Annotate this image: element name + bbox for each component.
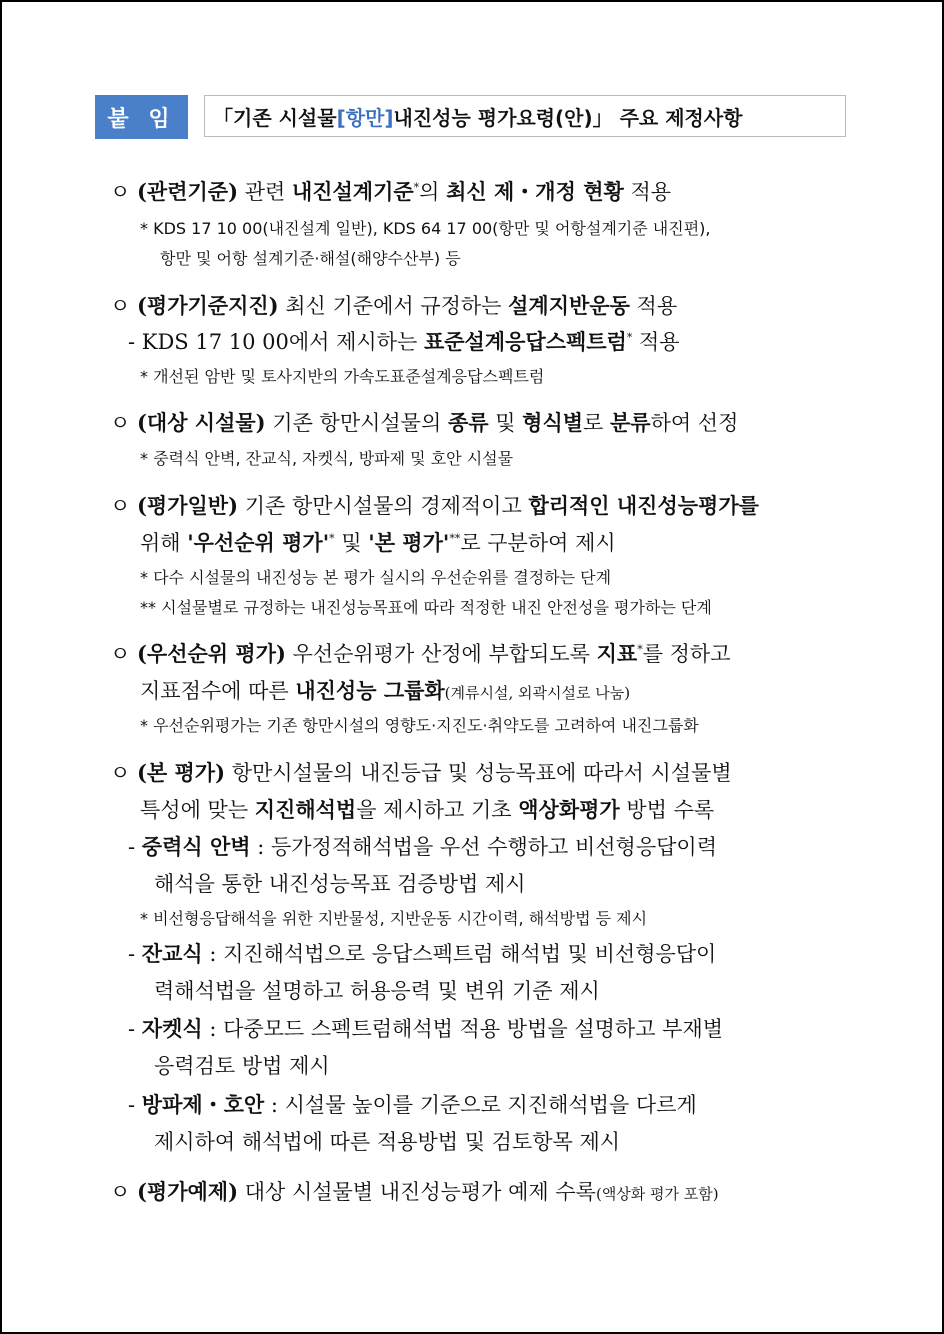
section-continuation [140, 675, 630, 705]
footnote: 항만 및 어항 설계기준·해설(해양수산부) 등 [160, 249, 461, 268]
document-title [204, 95, 846, 137]
footnote: * 개선된 암반 및 토사지반의 가속도표준설계응답스펙트럼 [140, 367, 545, 386]
text: 적용 [629, 294, 678, 318]
text-bold: 중력식 안벽 [141, 834, 251, 859]
text: : 등가정적해석법을 우선 수행하고 비선형응답이력 [250, 835, 717, 859]
text-bold: 설계지반운동 [508, 293, 630, 318]
section-target-facilities [110, 407, 738, 437]
text: 을 제시하고 기초 [356, 798, 519, 822]
text-bold: 내진성능 그룹화 [295, 678, 445, 703]
dash: - [128, 1017, 142, 1041]
text: : 시설물 높이를 기준으로 지진해석법을 다르게 [264, 1093, 697, 1117]
section-heading: (관련기준) [136, 179, 239, 204]
footnote: * 중력식 안벽, 잔교식, 자켓식, 방파제 및 호안 시설물 [140, 449, 514, 468]
text-bold: 액상화평가 [518, 797, 620, 822]
sub-item-pier [128, 938, 716, 968]
text-bold: 지진해석법 [254, 797, 357, 822]
text-bold: 최신 제・개정 현황 [446, 179, 624, 204]
section-priority-evaluation [110, 638, 731, 668]
title-highlight: [항만] [336, 105, 394, 130]
footnote: * KDS 17 10 00(내진설계 일반), KDS 64 17 00(항만 및 어항설계기준 내진편), [140, 219, 711, 238]
bullet: ㅇ [110, 1180, 131, 1204]
text: 지표점수에 따른 [140, 679, 296, 703]
section-heading: (우선순위 평가) [136, 641, 286, 666]
section-related-standards [110, 176, 671, 206]
text: 관련 [238, 180, 292, 204]
text: 항만시설물의 내진등급 및 성능목표에 따라서 시설물별 [225, 761, 732, 785]
sub-item-continuation: 해석을 통한 내진성능목표 검증방법 제시 [154, 872, 526, 896]
text-bold: 표준설계응답스펙트럼 [423, 329, 627, 354]
text: : 지진해석법으로 응답스펙트럼 해석법 및 비선형응답이 [202, 942, 717, 966]
text-bold: 내진설계기준 [291, 179, 414, 204]
text-bold: 합리적인 내진성능평가를 [528, 493, 759, 518]
footnote-mark: * [637, 643, 643, 656]
text: : 다중모드 스펙트럼해석법 적용 방법을 설명하고 부재별 [202, 1017, 724, 1041]
text: 위해 [140, 531, 188, 555]
text: 최신 기준에서 규정하는 [278, 294, 509, 318]
section-continuation [140, 794, 714, 824]
title-prefix: 「기존 시설물 [213, 105, 337, 130]
footnote: * 우선순위평가는 기존 항만시설의 영향도·지진도·취약도를 고려하여 내진그룹화 [140, 716, 699, 735]
section-main-evaluation [110, 757, 732, 787]
text: 및 [488, 411, 523, 435]
text: 하여 선정 [650, 411, 739, 435]
dash: - [128, 1093, 142, 1117]
bullet: ㅇ [110, 761, 131, 785]
text-bold: 지표 [596, 641, 638, 666]
text: 적용 [623, 180, 672, 204]
section-evaluation-examples [110, 1176, 719, 1206]
sub-item-continuation: 제시하여 해석법에 따른 적용방법 및 검토항목 제시 [154, 1130, 621, 1154]
text: 적용 [632, 330, 680, 354]
footnote-mark: * [413, 181, 420, 194]
sub-item [128, 326, 680, 356]
footnote-mark: ** [449, 532, 461, 545]
bullet: ㅇ [110, 494, 131, 518]
text: 대상 시설물별 내진성능평가 예제 수록 [238, 1180, 596, 1204]
section-heading: (평가예제) [136, 1179, 239, 1204]
dash: - [128, 835, 142, 859]
footnote: ** 시설물별로 규정하는 내진성능목표에 따라 적정한 내진 안전성을 평가하는 단계 [140, 598, 712, 617]
sub-item-continuation: 응력검토 방법 제시 [154, 1054, 330, 1078]
text: 방법 수록 [619, 798, 715, 822]
text-small: (계류시설, 외곽시설로 나눔) [444, 684, 631, 702]
text: 기존 항만시설물의 경제적이고 [238, 494, 529, 518]
text: 로 구분하여 제시 [460, 531, 616, 555]
text: 의 [419, 180, 447, 204]
text: 로 [583, 411, 610, 435]
text-bold: 방파제・호안 [141, 1092, 265, 1117]
section-evaluation-earthquake [110, 290, 677, 320]
dash: - [128, 942, 142, 966]
section-continuation [140, 527, 616, 557]
text-bold: 자켓식 [141, 1016, 203, 1041]
text: 특성에 맞는 [140, 798, 255, 822]
section-general-evaluation [110, 490, 759, 520]
sub-item-continuation: 력해석법을 설명하고 허용응력 및 변위 기준 제시 [154, 979, 600, 1003]
text-bold: 종류 [447, 410, 489, 435]
text: 및 [334, 531, 369, 555]
section-heading: (본 평가) [136, 760, 226, 785]
bullet: ㅇ [110, 411, 131, 435]
section-heading: (대상 시설물) [136, 410, 266, 435]
text-bold: 잔교식 [141, 941, 203, 966]
bullet: ㅇ [110, 294, 131, 318]
footnote: * 비선형응답해석을 위한 지반물성, 지반운동 시간이력, 해석방법 등 제시 [140, 909, 648, 928]
sub-item-jacket [128, 1013, 723, 1043]
text: 를 정하고 [642, 642, 731, 666]
bullet: ㅇ [110, 642, 131, 666]
footnote-mark: * [626, 331, 633, 344]
bullet: ㅇ [110, 180, 131, 204]
title-suffix: 내진성능 평가요령(안)」 주요 제정사항 [393, 105, 743, 130]
text: 기존 항만시설물의 [265, 411, 448, 435]
section-heading: (평가기준지진) [136, 293, 279, 318]
sub-item-breakwater [128, 1089, 697, 1119]
text-bold: 형식별 [522, 410, 584, 435]
footnote: * 다수 시설물의 내진성능 본 평가 실시의 우선순위를 결정하는 단계 [140, 568, 612, 587]
attachment-badge: 붙 임 [95, 95, 188, 139]
text: 우선순위평가 산정에 부합되도록 [285, 642, 597, 666]
text-small: (액상화 평가 포함) [595, 1185, 719, 1203]
text-bold: '본 평가' [368, 530, 450, 555]
text-bold: 분류 [609, 410, 651, 435]
footnote-mark: * [329, 532, 335, 545]
text: - KDS 17 10 00에서 제시하는 [128, 330, 424, 354]
sub-item-gravity-quay [128, 831, 717, 861]
text-bold: '우선순위 평가' [187, 530, 330, 555]
document-header [95, 95, 846, 139]
section-heading: (평가일반) [136, 493, 239, 518]
